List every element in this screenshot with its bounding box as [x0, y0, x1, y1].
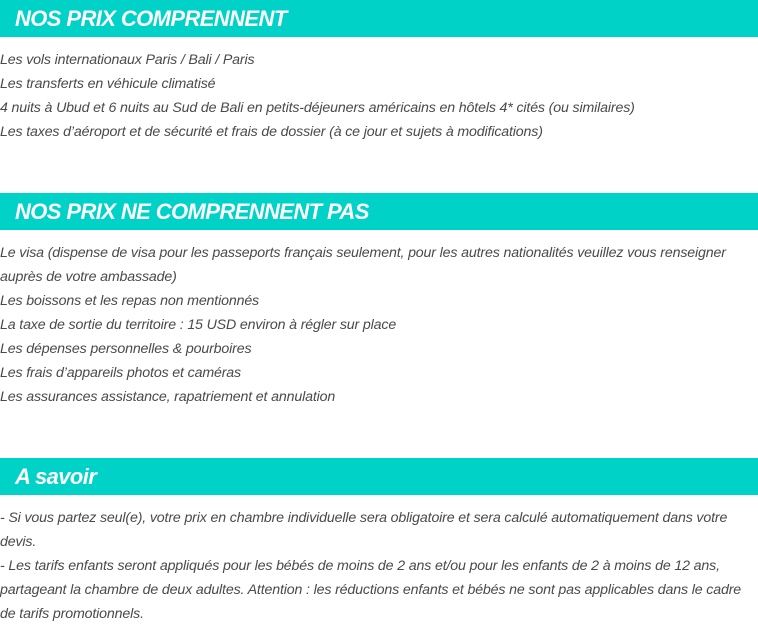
- not-included-list: [0, 241, 758, 409]
- list-item: - Si vous partez seul(e), votre prix en chambre individuelle sera obligatoire et sera calculé automatiquement dans votre: [0, 510, 728, 526]
- section-title: NOS PRIX COMPRENNENT: [15, 6, 287, 31]
- section-header-good-to-know: [0, 458, 758, 495]
- list-item: Les assurances assistance, rapatriement et annulation: [0, 389, 336, 405]
- list-item: Les dépenses personnelles & pourboires: [0, 341, 252, 357]
- list-item: Les transferts en véhicule climatisé: [0, 76, 216, 92]
- list-item: Le visa (dispense de visa pour les passeports français seulement, pour les autres nationalités veuillez vous renseigner: [0, 245, 726, 261]
- list-item: - Les tarifs enfants seront appliqués pour les bébés de moins de 2 ans et/ou pour les enfants de 2 à moins de 12 ans,: [0, 558, 720, 574]
- list-item: de tarifs promotionnels.: [0, 606, 144, 622]
- list-item: Les vols internationaux Paris / Bali / Paris: [0, 52, 255, 68]
- list-item: partageant la chambre de deux adultes. Attention : les réductions enfants et bébés ne sont pas applicables dans le cadre: [0, 582, 742, 598]
- list-item: Les boissons et les repas non mentionnés: [0, 293, 259, 309]
- list-item: Les taxes d’aéroport et de sécurité et frais de dossier (à ce jour et sujets à modifications): [0, 124, 543, 140]
- included-list: [0, 48, 758, 144]
- list-item: La taxe de sortie du territoire : 15 USD environ à régler sur place: [0, 317, 397, 333]
- list-item: Les frais d’appareils photos et caméras: [0, 365, 241, 381]
- list-item: devis.: [0, 534, 37, 550]
- list-item: auprès de votre ambassade): [0, 269, 177, 285]
- section-header-included: [0, 0, 758, 37]
- section-title: NOS PRIX NE COMPRENNENT PAS: [15, 199, 369, 224]
- section-header-not-included: [0, 193, 758, 230]
- list-item: 4 nuits à Ubud et 6 nuits au Sud de Bali en petits-déjeuners américains en hôtels 4* cités (ou similaires): [0, 100, 635, 116]
- good-to-know-list: [0, 506, 758, 626]
- section-title: A savoir: [15, 464, 97, 489]
